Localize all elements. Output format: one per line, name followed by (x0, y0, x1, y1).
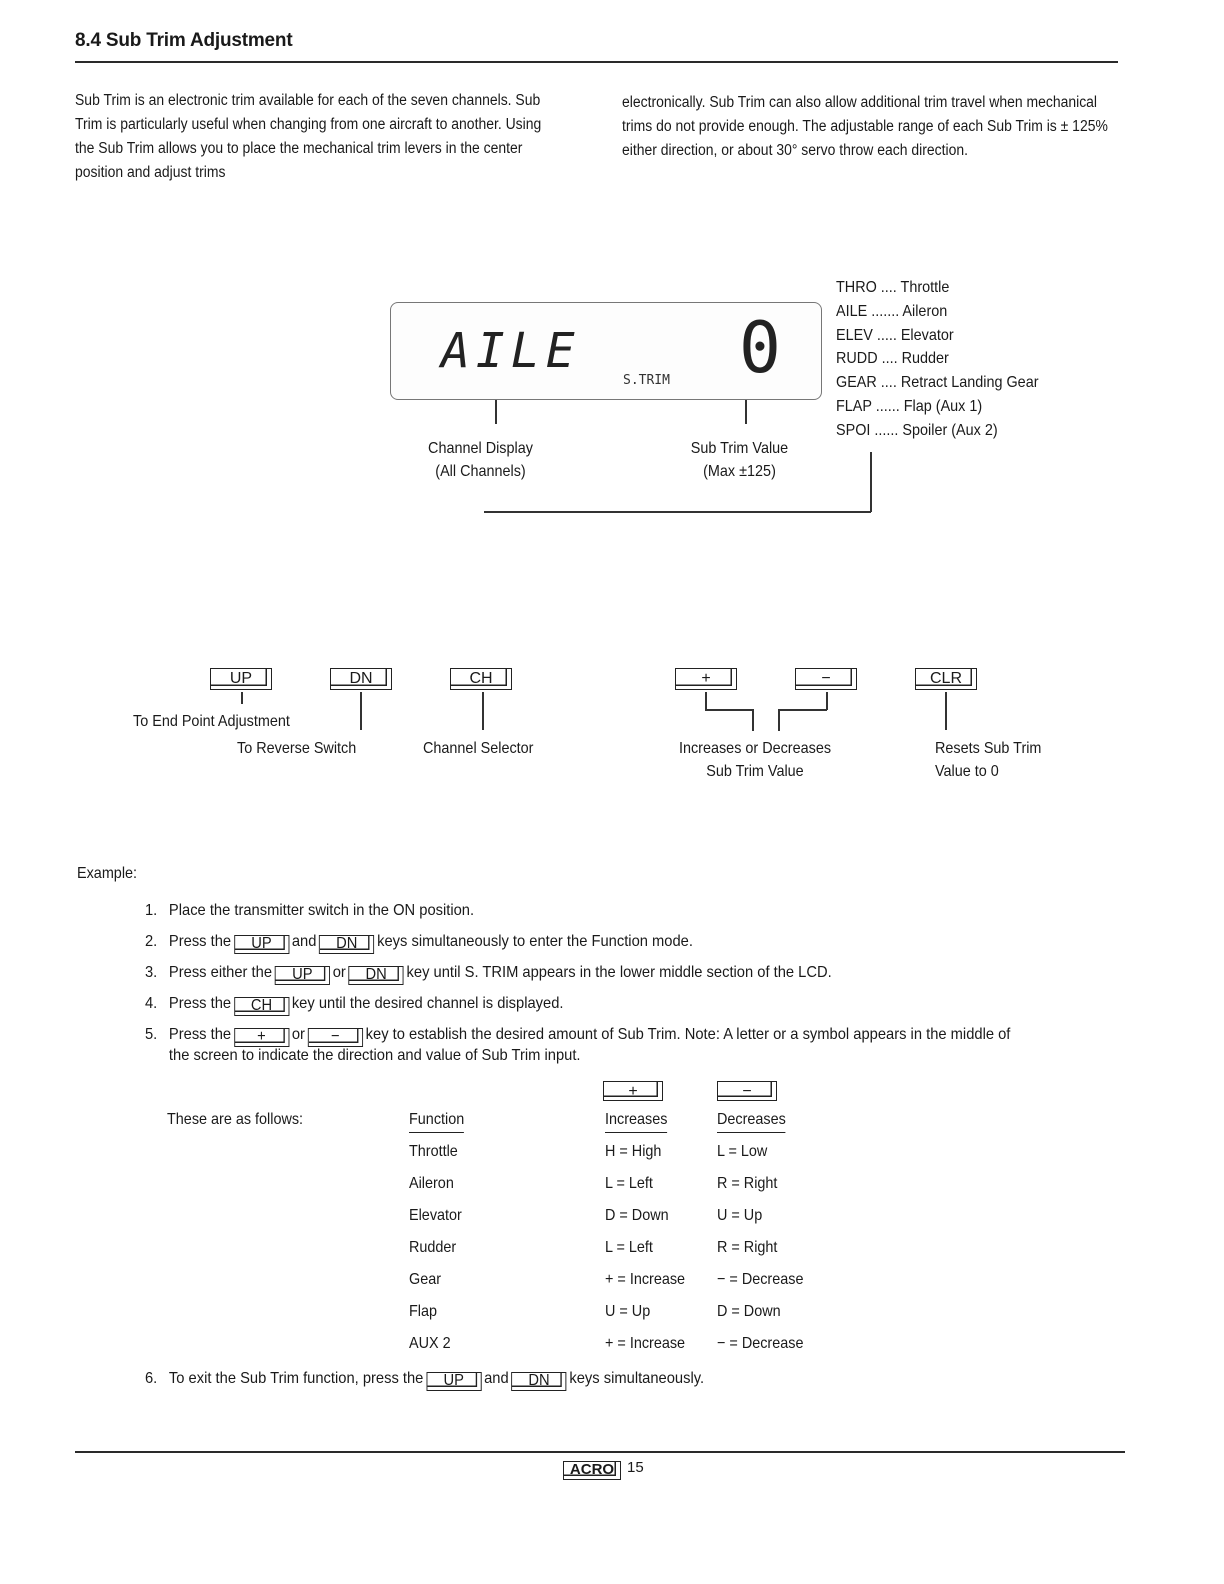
header-rule (75, 61, 1118, 63)
table-increases-column (605, 1104, 685, 1360)
table-cell: L = Left (605, 1239, 653, 1256)
clr-leader-line (945, 692, 947, 730)
clr-key: CLR (915, 668, 977, 690)
dn-key-inline: DN (319, 935, 374, 954)
dn-key-inline: DN (349, 966, 404, 985)
col-header-function: Function (409, 1109, 464, 1133)
table-cell: Gear (409, 1271, 442, 1288)
table-cell: + = Increase (605, 1335, 686, 1352)
col-header-decreases: Decreases (717, 1109, 786, 1133)
table-function-column (409, 1104, 464, 1360)
step-6-wrap (145, 1363, 704, 1394)
table-cell: Elevator (409, 1207, 462, 1224)
table-cell: H = High (605, 1143, 662, 1160)
table-cell: − = Decrease (717, 1271, 804, 1288)
channel-display-caption: Channel Display (All Channels) (428, 440, 533, 480)
table-cell: Aileron (409, 1175, 454, 1192)
legend-item: GEAR .... Retract Landing Gear (836, 374, 1039, 392)
footer-rule (75, 1451, 1125, 1453)
example-steps (145, 895, 1010, 1068)
example-label: Example: (77, 865, 138, 882)
channel-legend (836, 276, 1039, 443)
up-leader-line (241, 692, 243, 704)
step-3: 3. Press either the UP or DN key until S. TRIM appears in the lower middle section of the LCD. (145, 964, 832, 983)
clr-key-caption: Resets Sub Trim Value to 0 (935, 740, 1042, 780)
ch-key: CH (450, 668, 512, 690)
intro-right: electronically. Sub Trim can also allow additional trim travel when mechanical trims do not provide enough. The adjustable range of each Sub Trim is ± 125% either direction, or about 30° servo throw each direction. (622, 94, 1108, 159)
table-cell: R = Right (717, 1175, 778, 1192)
legend-item: THRO .... Throttle (836, 279, 950, 296)
legend-bracket-vertical (870, 452, 872, 512)
step-1: 1. Place the transmitter switch in the ON position. (145, 902, 475, 919)
plus-key-table: + (603, 1081, 663, 1101)
sub-trim-value-caption: Sub Trim Value (Max ±125) (690, 440, 789, 480)
channel-leader-line (495, 400, 497, 424)
step-6: 6. To exit the Sub Trim function, press the UP and DN keys simultaneously. (145, 1370, 705, 1389)
col-header-increases: Increases (605, 1109, 667, 1133)
table-cell: − = Decrease (717, 1335, 804, 1352)
pm-key-caption: Increases or Decreases Sub Trim Value (678, 740, 832, 780)
ch-key-caption: Channel Selector (423, 740, 534, 757)
up-key-inline: UP (426, 1372, 481, 1391)
dn-key: DN (330, 668, 392, 690)
plus-leader-line (705, 692, 707, 710)
dn-key-inline: DN (511, 1372, 566, 1391)
table-cell: D = Down (717, 1303, 781, 1320)
legend-item: SPOI ...... Spoiler (Aux 2) (836, 421, 998, 439)
ch-leader-line (482, 692, 484, 730)
page-number: 15 (627, 1459, 644, 1476)
table-cell: D = Down (605, 1207, 669, 1224)
up-key-inline: UP (234, 935, 289, 954)
page-footer (563, 1459, 644, 1480)
table-cell: Throttle (409, 1143, 458, 1160)
lcd-mode-readout: S.TRIM (623, 373, 670, 388)
lcd-display (390, 302, 822, 400)
step-2: 2. Press the UP and DN keys simultaneously to enter the Function mode. (145, 933, 693, 952)
value-leader-line (745, 400, 747, 424)
minus-key-table: − (717, 1081, 777, 1101)
table-cell: Rudder (409, 1239, 457, 1256)
step-5: 5. Press the + or − key to establish the desired amount of Sub Trim. Note: A letter or a symbol appears in the middle of the screen to indicate the direction and value of Sub Trim input. (145, 1026, 1011, 1064)
table-cell: + = Increase (605, 1271, 686, 1288)
legend-bracket-horizontal (484, 511, 871, 513)
pm-leader-stem (752, 709, 754, 731)
table-cell: L = Left (605, 1175, 653, 1192)
table-cell: AUX 2 (409, 1335, 451, 1352)
table-decreases-column (717, 1104, 803, 1360)
minus-leader-stem (778, 709, 780, 731)
plus-leader-horizontal (705, 709, 753, 711)
minus-key: − (795, 668, 857, 690)
up-key-inline: UP (275, 966, 330, 985)
minus-leader-line (826, 692, 828, 710)
minus-leader-horizontal (778, 709, 827, 711)
table-cell: Flap (409, 1303, 438, 1320)
up-key-caption: To End Point Adjustment (133, 713, 290, 730)
table-cell: L = Low (717, 1143, 768, 1160)
table-intro: These are as follows: (167, 1111, 304, 1128)
lcd-value-readout: 0 (738, 307, 781, 389)
plus-key: + (675, 668, 737, 690)
plus-key-inline: + (234, 1028, 289, 1047)
legend-item: AILE ....... Aileron (836, 302, 948, 320)
table-cell: U = Up (605, 1303, 651, 1320)
dn-leader-line (360, 692, 362, 730)
acro-badge: ACRO (563, 1461, 621, 1480)
lcd-channel-readout: AILE (441, 323, 581, 379)
section-title: 8.4 Sub Trim Adjustment (75, 30, 293, 51)
up-key: UP (210, 668, 272, 690)
legend-item: ELEV ..... Elevator (836, 326, 954, 344)
legend-item: FLAP ...... Flap (Aux 1) (836, 397, 983, 415)
ch-key-inline: CH (234, 997, 289, 1016)
step-4: 4. Press the CH key until the desired channel is displayed. (145, 995, 564, 1014)
legend-item: RUDD .... Rudder (836, 350, 949, 368)
table-cell: R = Right (717, 1239, 778, 1256)
table-cell: U = Up (717, 1207, 763, 1224)
intro-left: Sub Trim is an electronic trim available for each of the seven channels. Sub Trim is particularly useful when changing from one aircraft to another. Using the Sub Trim allows you to place the mechanical trim levers in the center position and adjust trims (75, 92, 542, 181)
dn-key-caption: To Reverse Switch (237, 740, 357, 757)
minus-key-inline: − (308, 1028, 363, 1047)
